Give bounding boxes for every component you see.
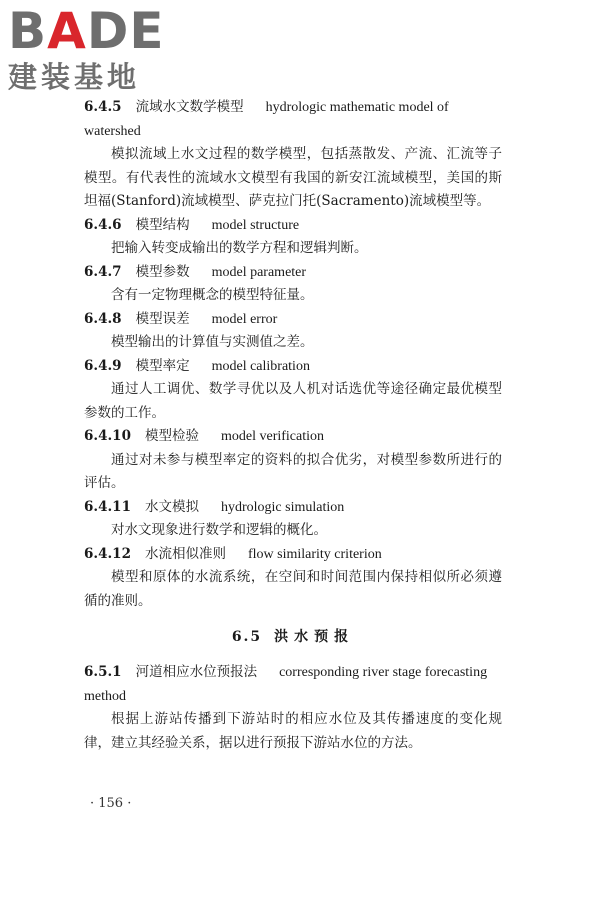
page-number: · 156 · [90, 796, 132, 811]
term-entry [84, 96, 502, 214]
term-entry [84, 214, 502, 261]
term-english: model structure [211, 217, 300, 233]
term-number: 6.4.12 [84, 545, 131, 562]
term-definition: 把输入转变成输出的数学方程和逻辑判断。 [111, 240, 368, 256]
term-heading [84, 308, 502, 332]
page-content [84, 96, 502, 755]
term-heading [84, 496, 502, 520]
term-english: hydrologic simulation [220, 499, 345, 515]
section-number: 6.5 [231, 629, 263, 645]
term-entry [84, 308, 502, 355]
term-number: 6.4.9 [84, 357, 122, 374]
term-heading [84, 355, 502, 379]
term-definition: 通过人工调优、数学寻优以及人机对话选优等途径确定最优模型参数的工作。 [84, 381, 502, 421]
logo-wordmark: BADE [8, 2, 165, 60]
term-chinese: 模型结构 [135, 216, 190, 233]
term-chinese: 水文模拟 [144, 498, 199, 515]
term-number: 6.4.11 [84, 498, 131, 515]
term-entry [84, 425, 502, 496]
term-entry [84, 261, 502, 308]
term-number: 6.4.5 [84, 99, 122, 115]
term-english: corresponding river stage forecasting method [84, 665, 488, 704]
term-definition: 模型和原体的水流系统，在空间和时间范围内保持相似所必须遵循的准则。 [84, 569, 502, 609]
term-number: 6.4.7 [84, 263, 122, 280]
term-entry [84, 661, 502, 755]
term-heading [84, 214, 502, 238]
term-chinese: 河道相应水位预报法 [135, 664, 258, 680]
term-heading [84, 661, 502, 708]
term-heading [84, 96, 502, 143]
term-english: flow similarity criterion [247, 546, 382, 562]
term-english: model error [211, 311, 278, 327]
term-definition: 模型输出的计算值与实测值之差。 [111, 334, 314, 350]
term-chinese: 模型误差 [135, 310, 190, 327]
term-entry [84, 543, 502, 614]
term-chinese: 流域水文数学模型 [135, 99, 244, 115]
term-chinese: 模型检验 [144, 428, 199, 444]
logo-subtitle: 建装基地 [8, 60, 141, 94]
term-entry [84, 496, 502, 543]
term-heading [84, 543, 502, 567]
term-definition: 对水文现象进行数学和逻辑的概化。 [111, 522, 327, 538]
term-definition: 含有一定物理概念的模型特征量。 [111, 287, 314, 303]
term-number: 6.4.6 [84, 216, 122, 233]
term-definition: 根据上游站传播到下游站时的相应水位及其传播速度的变化规律，建立其经验关系，据以进行预报下游站水位的方法。 [84, 711, 502, 751]
term-chinese: 模型参数 [135, 263, 190, 280]
term-definition: 通过对未参与模型率定的资料的拟合优劣，对模型参数所进行的评估。 [84, 451, 502, 491]
term-english: hydrologic mathematic model of watershed [84, 100, 449, 139]
term-number: 6.5.1 [84, 664, 122, 680]
term-chinese: 模型率定 [135, 357, 190, 374]
term-english: model parameter [211, 264, 307, 280]
term-number: 6.4.10 [84, 428, 131, 444]
term-number: 6.4.8 [84, 310, 122, 327]
term-heading [84, 425, 502, 449]
term-definition: 模拟流域上水文过程的数学模型，包括蒸散发、产流、汇流等子模型。有代表性的流域水文模型有我国的新安江流域模型，美国的斯坦福(Stanford)流域模型、萨克拉门托(Sacramento)流域模型等。 [84, 146, 502, 209]
term-chinese: 水流相似准则 [144, 545, 226, 562]
section-heading [84, 625, 502, 649]
term-english: model calibration [211, 358, 310, 374]
section-title-text: 洪水预报 [274, 629, 355, 645]
term-heading [84, 261, 502, 285]
term-entry [84, 355, 502, 426]
term-english: model verification [220, 429, 325, 444]
bade-logo [8, 4, 178, 94]
